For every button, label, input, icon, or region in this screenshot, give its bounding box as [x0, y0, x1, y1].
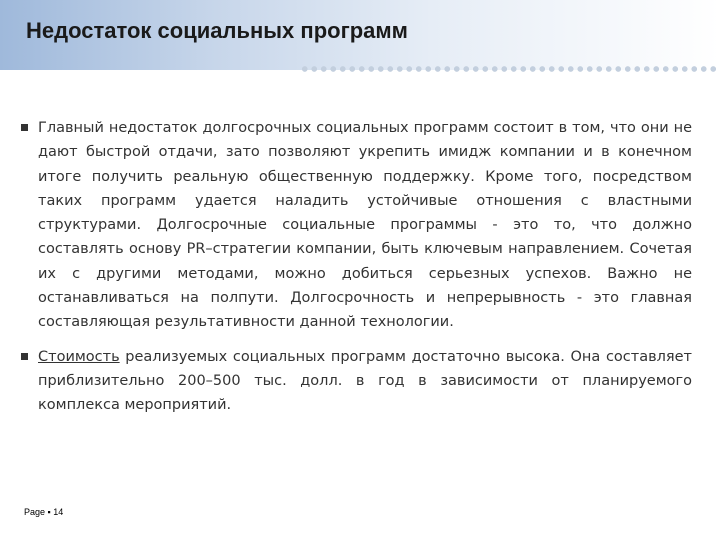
- page-number: 14: [53, 507, 64, 517]
- bullet-2-lead: Стоимость: [38, 348, 120, 365]
- page-footer: [24, 507, 63, 517]
- page-label: Page: [24, 507, 46, 517]
- bullet-paragraph-2: [20, 345, 692, 418]
- slide-body: [20, 116, 692, 418]
- bullet-paragraph-1: [20, 116, 692, 335]
- slide-title: Недостаток социальных программ: [26, 18, 408, 43]
- bullet-2-text: реализуемых социальных программ достаточно высока. Она составляет приблизительно 200–500 тыс. долл. в год в зависимости от планируемого комплекса мероприятий.: [38, 348, 692, 414]
- footer-separator: ▪: [47, 507, 51, 517]
- square-bullet-icon: [21, 353, 28, 360]
- bullet-1-text: Главный недостаток долгосрочных социальных программ состоит в том, что они не дают быстрой отдачи, зато позволяют укрепить имидж компании и в конечном итоге получить реальную общественную поддержку. Кроме того, посредством таких программ удается наладить устойчивые отношения с властными структурами. Долгосрочные социальные программы - это то, что должно составлять основу PR–стратегии компании, быть ключевым направлением. Сочетая их с другими методами, можно добиться серьезных успехов. Важно не останавливаться на полпути. Долгосрочность и непрерывность - это главная составляющая результативности данной технологии.: [38, 120, 692, 331]
- square-bullet-icon: [21, 124, 28, 131]
- dotted-divider: [300, 63, 718, 75]
